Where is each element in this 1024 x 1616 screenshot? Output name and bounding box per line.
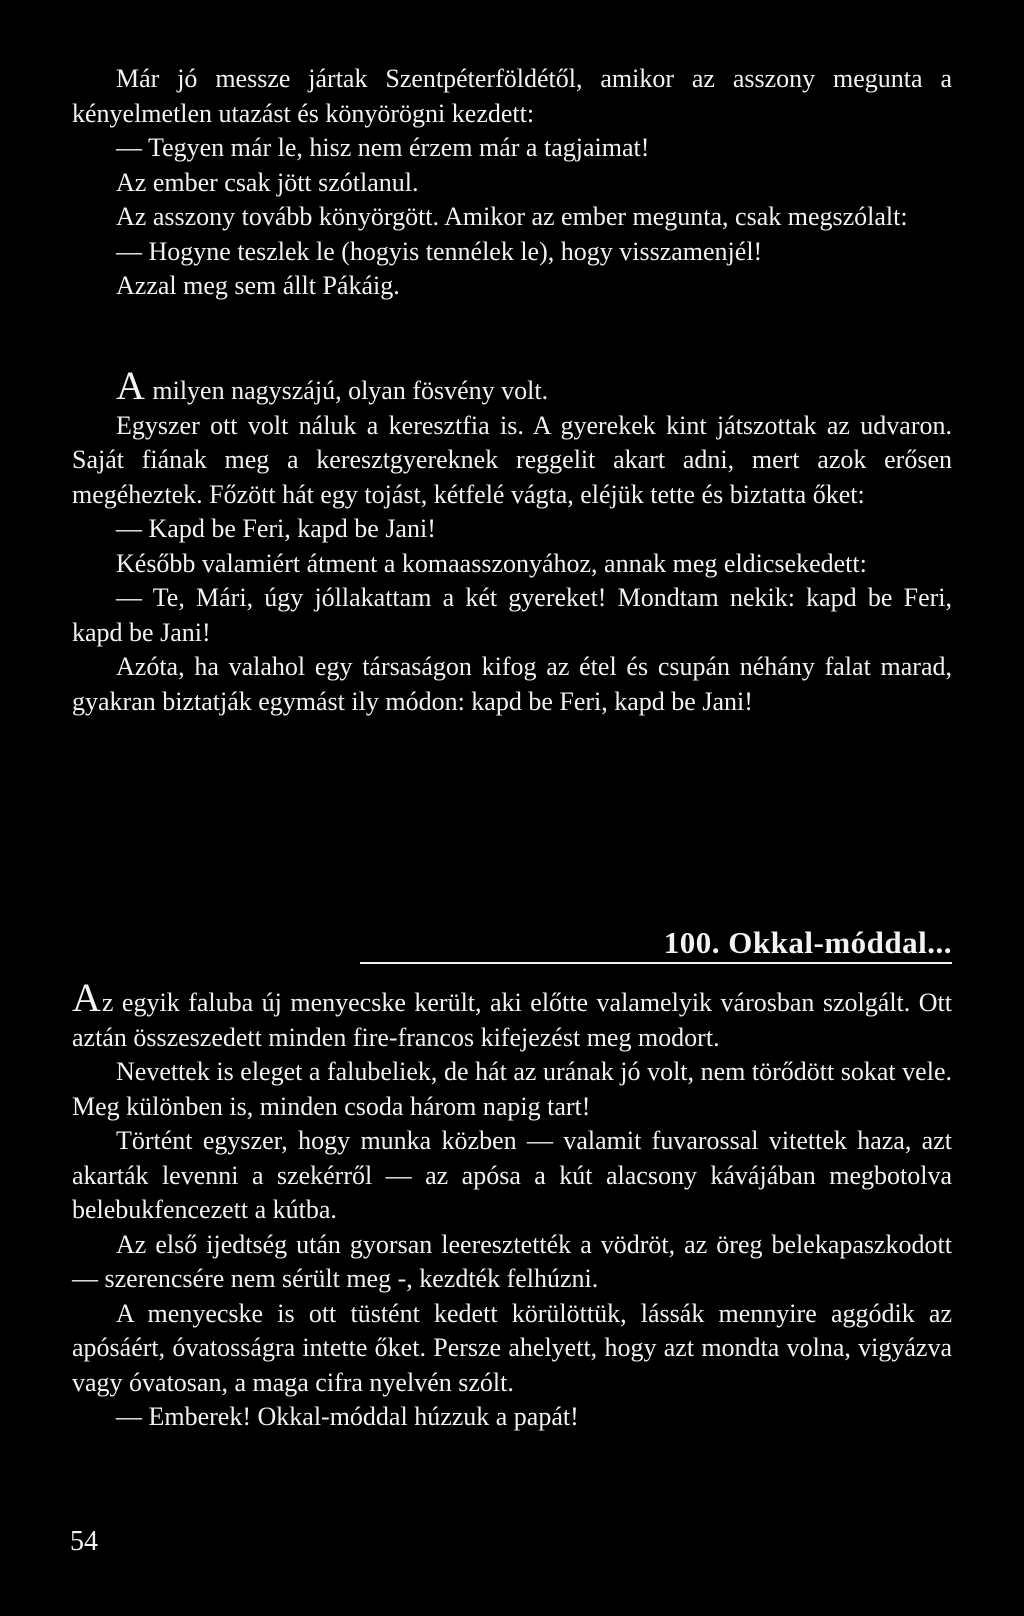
paragraph: Történt egyszer, hogy munka közben — valamit fuvarossal vitettek haza, azt akarták levenni a szekérről — az apósa a kút alacsony kávájában megbotolva belebukfencezett a kútba. xyxy=(72,1126,952,1224)
dialogue-line: — Hogyne teszlek le (hogyis tennélek le), hogy visszamenjél! xyxy=(116,236,763,266)
story-2-text xyxy=(72,363,952,719)
paragraph: Az ember csak jött szótlanul. xyxy=(116,167,419,197)
paragraph: Azóta, ha valahol egy társaságon kifog az étel és csupán néhány falat marad, gyakran biztatják egymást ily módon: kapd be Feri, kapd be Jani! xyxy=(72,652,952,716)
story-opening xyxy=(72,975,952,1055)
dialogue-line: — Emberek! Okkal-móddal húzzuk a papát! xyxy=(116,1402,579,1431)
paragraph: Azzal meg sem állt Pákáig. xyxy=(116,271,400,300)
dialogue-line: — Tegyen már le, hisz nem érzem már a tagjaimat! xyxy=(116,133,650,162)
paragraph: Már jó messze jártak Szentpéterföldétől, amikor az asszony megunta a kényelmetlen utazást és könyörögni kezdett: xyxy=(72,64,952,128)
paragraph: Az első ijedtség után gyorsan leeresztették a vödröt, az öreg belekapaszkodott — szerencsére nem sérült meg -, kezdték felhúzni. xyxy=(72,1229,952,1293)
dialogue-line: — Kapd be Feri, kapd be Jani! xyxy=(116,514,436,543)
story-heading: 100. Okkal-móddal... xyxy=(663,925,952,960)
paragraph: Egyszer ott volt náluk a keresztfia is. A gyerekek kint játszottak az udvaron. Saját fiának meg a keresztgyereknek reggelit akart adni, mert azok erősen megéheztek. Főzött hát egy tojást, kétfelé vágta, eléjük tette és biztatta őket: xyxy=(72,410,952,509)
drop-cap: A xyxy=(72,975,100,1020)
story-opening xyxy=(72,363,952,409)
heading-underline xyxy=(360,962,952,964)
drop-cap: A xyxy=(116,363,144,408)
paragraph: A menyecske is ott tüstént kedett körülöttük, lássák mennyire aggódik az apósáért, óvatosságra intette őket. Persze ahelyett, hogy azt mondta volna, vigyázva vagy óvatosan, a maga cifra nyelvén szólt. xyxy=(72,1298,952,1397)
story-3-text xyxy=(72,975,952,1435)
story-1-text xyxy=(72,62,952,304)
opening-paragraph: z egyik faluba új menyecske került, aki előtte valamelyik városban szolgált. Ott aztán összeszedett minden fire-francos kifejezést meg modort. xyxy=(72,988,952,1052)
paragraph: Nevettek is eleget a falubeliek, de hát az urának jó volt, nem törődött sokat vele. Meg különben is, minden csoda három napig tart! xyxy=(72,1057,952,1121)
page-number: 54 xyxy=(70,1526,98,1557)
paragraph: Az asszony tovább könyörgött. Amikor az ember megunta, csak megszólalt: xyxy=(116,202,908,231)
paragraph: Később valamiért átment a komaasszonyához, annak meg eldicsekedett: xyxy=(116,548,867,578)
dialogue-line: — Te, Mári, úgy jóllakattam a két gyereket! Mondtam nekik: kapd be Feri, kapd be Jani! xyxy=(72,583,952,647)
opening-line: milyen nagyszájú, olyan fösvény volt. xyxy=(152,376,549,405)
